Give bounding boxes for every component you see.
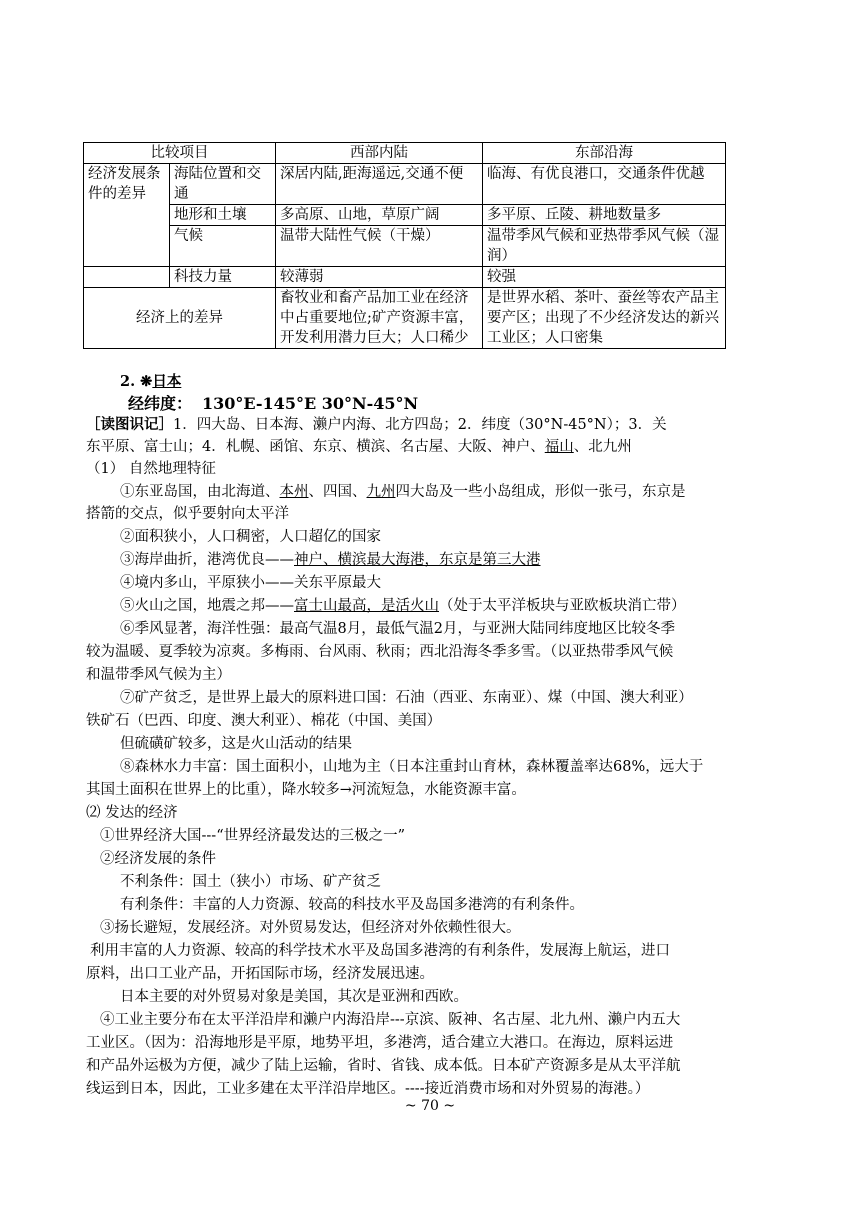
map-notes-label: ［读图识记］: [86, 416, 173, 433]
nat-item-7-cont: 铁矿石（巴西、印度、澳大利亚）、棉花（中国、美国）: [86, 713, 442, 729]
eco-item-4-cont: 和产品外运极为方便，减少了陆上运输，省时、省钱、成本低。日本矿产资源多是从太平洋航: [86, 1058, 681, 1074]
group-label: 经济发展条件的差异: [84, 164, 170, 267]
map-notes-fukuyama: 福山: [544, 439, 574, 455]
map-notes-line-2: [86, 436, 632, 458]
economy-east: 是世界水稻、茶叶、蚕丝等农产品主要产区；出现了不少经济发达的新兴工业区；人口密集: [483, 288, 726, 349]
empty-cell: [84, 267, 170, 288]
coords-value: 130°E-145°E 30°N-45°N: [202, 394, 419, 413]
nat-item-8: ⑧森林水力丰富：国土面积小，山地为主（日本注重封山育林，森林覆盖率达68%，远大于: [120, 759, 704, 775]
nat-item-3: [120, 549, 541, 571]
nat-item-5: [120, 595, 686, 617]
map-notes-line-1: [86, 414, 667, 436]
nat-item-4: ④境内多山，平原狭小——关东平原最大: [120, 575, 381, 591]
section-title: [120, 371, 181, 393]
map-notes-text-1: 1．四大岛、日本海、濑户内海、北方四岛；2．纬度（30°N-45°N）；3．关: [173, 417, 667, 433]
table-header-row: [84, 143, 726, 164]
nat-3-ports: 神户、横滨最大海港，东京是第三大港: [294, 552, 541, 568]
nat-item-6-cont: 较为温暖、夏季较为凉爽。多梅雨、台风雨、秋雨；西北沿海冬季多雪。（以亚热带季风气候: [86, 644, 674, 660]
eco-item-4-cont: 工业区。（因为：沿海地形是平原，地势平坦，多港湾，适合建立大港口。在海边，原料运进: [86, 1035, 674, 1051]
comparison-table: [83, 142, 726, 349]
nat-item-6-cont: 和温带季风气候为主）: [86, 667, 231, 683]
nat-item-2: ②面积狭小，人口稠密，人口超亿的国家: [120, 529, 381, 545]
row-west: 较薄弱: [276, 267, 483, 288]
nat-1-text: 四大岛及一些小岛组成，形似一张弓，东京是: [395, 484, 686, 500]
nat-1-kyushu: 九州: [366, 484, 396, 500]
row-item: 气候: [170, 226, 276, 267]
eco-item-3-trade: 日本主要的对外贸易对象是美国，其次是亚洲和西欧。: [120, 989, 468, 1005]
eco-title: ⑵ 发达的经济: [86, 805, 178, 821]
table-row: [84, 205, 726, 226]
row-east: 临海、有优良港口，交通条件优越: [483, 164, 726, 205]
eco-item-2-favorable: 有利条件：丰富的人力资源、较高的科技水平及岛国多港湾的有利条件。: [120, 897, 584, 913]
eco-item-1: ①世界经济大国---“世界经济最发达的三极之一”: [100, 828, 406, 844]
nat-1-honshu: 本州: [279, 484, 309, 500]
row-east: 较强: [483, 267, 726, 288]
nat-1-text: 、四国、: [308, 484, 367, 500]
nat-title: （1） 自然地理特征: [86, 461, 216, 477]
eco-item-3: ③扬长避短，发展经济。对外贸易发达，但经济对外依赖性很大。: [100, 920, 521, 936]
nat-5-note: （处于太平洋板块与亚欧板块消亡带）: [439, 598, 686, 614]
nat-item-8-cont: 其国土面积在世界上的比重），降水较多→河流短急，水能资源丰富。: [86, 782, 526, 798]
row-west: 深居内陆,距海遥远,交通不便: [276, 164, 483, 205]
header-item: 比较项目: [84, 143, 276, 164]
table-row: [84, 267, 726, 288]
eco-item-4-cont: 线运到日本，因此，工业多建在太平洋沿岸地区。----接近消费市场和对外贸易的海港。）: [86, 1081, 650, 1097]
header-west: 西部内陆: [276, 143, 483, 164]
row-east: 温带季风气候和亚热带季风气候（湿润）: [483, 226, 726, 267]
map-notes-text-2: 东平原、富士山；4．札幌、函馆、东京、横滨、名古屋、大阪、神户、: [86, 439, 545, 455]
economy-label: 经济上的差异: [84, 288, 276, 349]
row-east: 多平原、丘陵、耕地数量多: [483, 205, 726, 226]
eco-item-2-unfavorable: 不利条件：国土（狭小）市场、矿产贫乏: [120, 874, 381, 890]
nat-1-text: ①东亚岛国，由北海道、: [120, 484, 280, 500]
nat-5-fuji: 富士山最高，是活火山: [294, 598, 439, 614]
row-item: 地形和土壤: [170, 205, 276, 226]
nat-item-7-note: 但硫磺矿较多，这是火山活动的结果: [120, 736, 352, 752]
page-number: ~ 70 ~: [404, 1098, 456, 1114]
nat-3-text: ③海岸曲折，港湾优良——: [120, 552, 294, 568]
nat-item-1-cont: 搭箭的交点，似乎要射向太平洋: [86, 506, 289, 522]
nat-5-text: ⑤火山之国，地震之邦——: [120, 598, 294, 614]
map-notes-text-3: 、北九州: [573, 439, 632, 455]
table-row: [84, 164, 726, 205]
table-row: [84, 226, 726, 267]
eco-item-4: ④工业主要分布在太平洋沿岸和濑户内海沿岸---京滨、阪神、名古屋、北九州、濑户内五大: [100, 1012, 681, 1028]
row-west: 多高原、山地，草原广阔: [276, 205, 483, 226]
table-row: [84, 288, 726, 349]
eco-item-3-detail: 利用丰富的人力资源、较高的科学技术水平及岛国多港湾的有利条件，发展海上航运，进口: [90, 943, 670, 959]
header-east: 东部沿海: [483, 143, 726, 164]
coords-line: [128, 393, 418, 415]
row-west: 温带大陆性气候（干燥）: [276, 226, 483, 267]
eco-item-3-detail: 原料，出口工业产品，开拓国际市场，经济发展迅速。: [86, 966, 434, 982]
section-title-text: 日本: [152, 373, 182, 390]
eco-item-2: ②经济发展的条件: [100, 851, 216, 867]
nat-item-6: ⑥季风显著，海洋性强：最高气温8月，最低气温2月，与亚洲大陆同纬度地区比较冬季: [120, 621, 675, 637]
nat-item-1: [120, 481, 686, 503]
nat-item-7: ⑦矿产贫乏，是世界上最大的原料进口国：石油（西亚、东南亚）、煤（中国、澳大利亚）: [120, 690, 693, 706]
economy-west: 畜牧业和畜产品加工业在经济中占重要地位;矿产资源丰富，开发利用潜力巨大；人口稀少: [276, 288, 483, 349]
coords-label: 经纬度：: [128, 394, 193, 413]
row-item: 海陆位置和交通: [170, 164, 276, 205]
row-item: 科技力量: [170, 267, 276, 288]
section-number: 2. ❋: [120, 373, 153, 390]
